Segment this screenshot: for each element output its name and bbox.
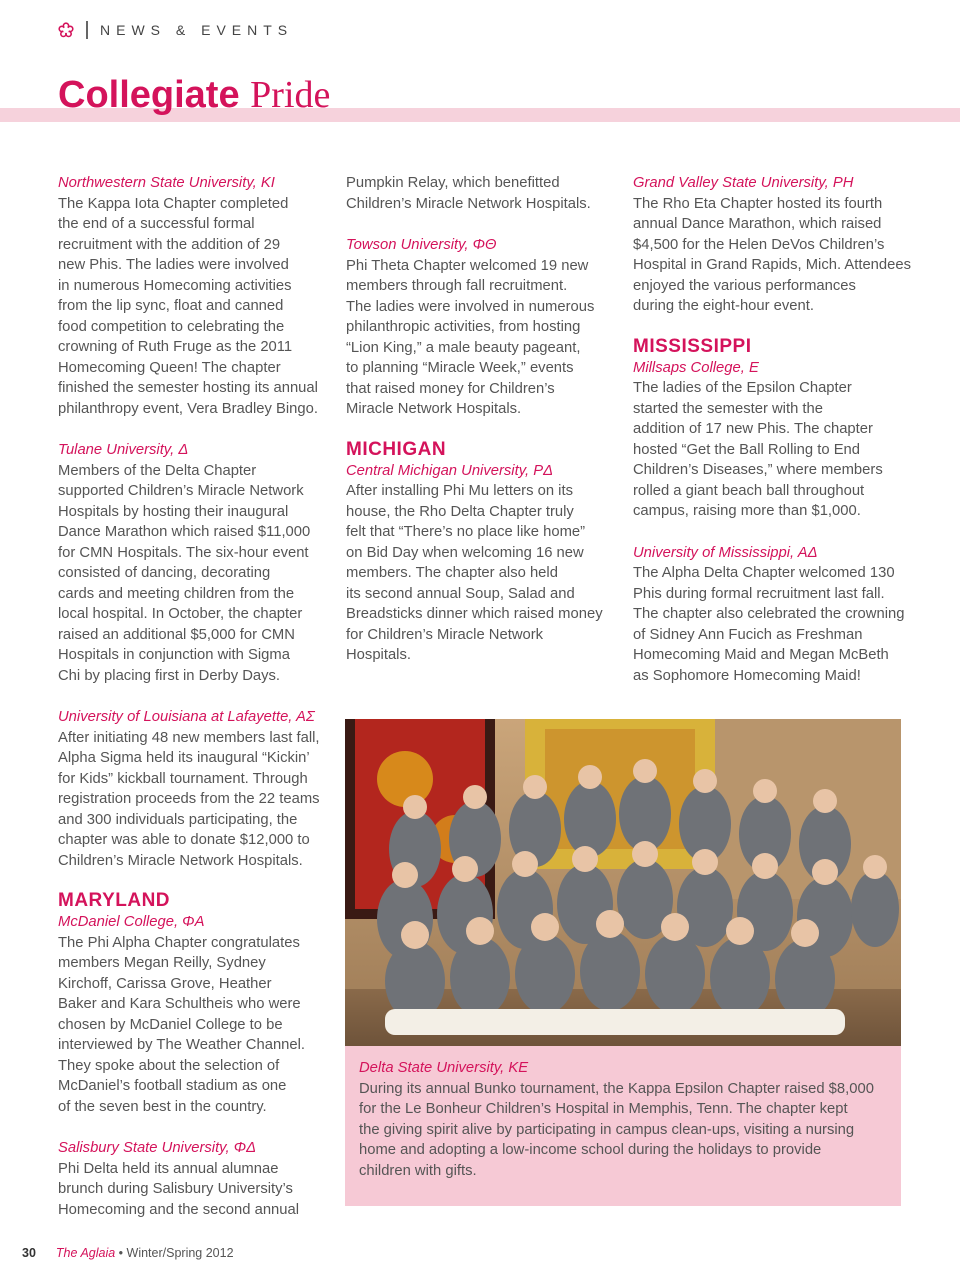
state-heading: MARYLAND [58,890,171,911]
school-name: Millsaps College, E [633,359,759,376]
photo-caption [345,1046,901,1206]
column-3 [633,173,918,686]
magazine-name: The Aglaia [55,1246,116,1260]
article-body: Phi Theta Chapter welcomed 19 new members through fall recruitment. The ladies were involved in numerous philanthropic activities, from hosting “Lion King,” a male beauty pageant, to planning “Miracle Week,” events that raised money for Children’s Miracle Network Hospitals. [346,257,595,417]
article-body: The Rho Eta Chapter hosted its fourth annual Dance Marathon, which raised $4,500 for the Helen DeVos Children’s Hospital in Grand Rapids, Mich. Attendees enjoyed the various performances during the eight-hour event. [633,195,911,314]
school-name: Grand Valley State University, PH [633,175,854,191]
school-name: Salisbury State University, ΦΔ [58,1140,257,1156]
header-divider [86,21,88,39]
flower-icon [58,22,74,38]
article-body: The Phi Alpha Chapter congratulates members Megan Reilly, Sydney Kirchoff, Carissa Grove, Heather Baker and Kara Schultheis who were chosen by McDaniel College to be interviewed by The Weather Channel. They spoke about the selection of McDaniel’s football stadium as one of the seven best in the country. [58,934,306,1115]
column-1 [58,173,333,1220]
school-name: University of Mississippi, AΔ [633,544,818,561]
article-body: Pumpkin Relay, which benefitted Children’s Miracle Network Hospitals. [346,175,591,212]
section-label: NEWS & EVENTS [100,22,294,38]
school-name: University of Louisiana at Lafayette, AΣ [58,709,315,725]
title-bold: Collegiate [58,74,240,116]
column-2 [346,173,611,666]
article-body: After initiating 48 new members last fall, Alpha Sigma held its inaugural “Kickin’ for Kids” kickball tournament. Through registration proceeds from the 22 teams and 300 individuals participating, the chapter was able to donate $12,000 to Children’s Miracle Network Hospitals. [58,729,320,869]
caption-body: During its annual Bunko tournament, the Kappa Epsilon Chapter raised $8,000 for the Le Bonheur Children’s Hospital in Memphis, Tenn. The chapter kept the giving spirit alive by participating in campus clean-ups, visiting a nursing home and adopting a low-income school during the holidays to provide children with gifts. [359,1080,874,1179]
school-name: McDaniel College, ΦA [58,914,205,930]
article-body: The Alpha Delta Chapter welcomed 130 Phis during formal recruitment last fall. The chapter also celebrated the crowning of Sidney Ann Fucich as Freshman Homecoming Maid and Megan McBeth as Sophomore Homecoming Maid! [633,565,905,684]
page-footer [22,1246,234,1260]
article-body: The Kappa Iota Chapter completed the end of a successful formal recruitment with the addition of 29 new Phis. The ladies were involved in numerous Homecoming activities from the lip sync, float and canned food competition to celebrating the crowning of Ruth Fruge as the 2011 Homecoming Queen! The chapter finished the semester hosting its annual philanthropy event, Vera Bradley Bingo. [58,195,318,417]
school-name: Tulane University, Δ [58,442,189,458]
article-body: The ladies of the Epsilon Chapter started the semester with the addition of 17 new Phis. The chapter hosted “Get the Ball Rolling to End Children’s Diseases,” where members rolled a giant beach ball throughout campus, raising more than $1,000. [633,380,883,519]
footer-bullet: • [115,1246,127,1260]
article-body: After installing Phi Mu letters on its house, the Rho Delta Chapter truly felt that “There’s no place like home” on Bid Day when welcoming 16 new members. The chapter also held its second annual Soup, Salad and Breadsticks dinner which raised money for Children’s Miracle Network Hospitals. [346,483,603,663]
issue-label: Winter/Spring 2012 [126,1246,234,1260]
page-number: 30 [22,1246,36,1260]
group-photo [345,719,901,1046]
school-name: Northwestern State University, KI [58,175,275,191]
school-name: Central Michigan University, PΔ [346,462,554,479]
state-heading: MICHIGAN [346,438,447,460]
school-name: Towson University, ΦΘ [346,237,497,253]
page-title [58,72,330,118]
article-body: Members of the Delta Chapter supported Children’s Miracle Network Hospitals by hosting their inaugural Dance Marathon which raised $11,000 for CMN Hospitals. The six-hour event consisted of dancing, decorating cards and meeting children from the local hospital. In October, the chapter raised an additional $5,000 for CMN Hospitals in conjunction with Sigma Chi by placing first in Derby Days. [58,462,311,684]
title-serif: Pride [250,74,331,116]
state-heading: MISSISSIPPI [633,335,752,357]
school-name: Delta State University, KE [359,1060,529,1076]
section-header [58,18,293,42]
article-body: Phi Delta held its annual alumnae brunch during Salisbury University’s Homecoming and the second annual [58,1160,300,1218]
